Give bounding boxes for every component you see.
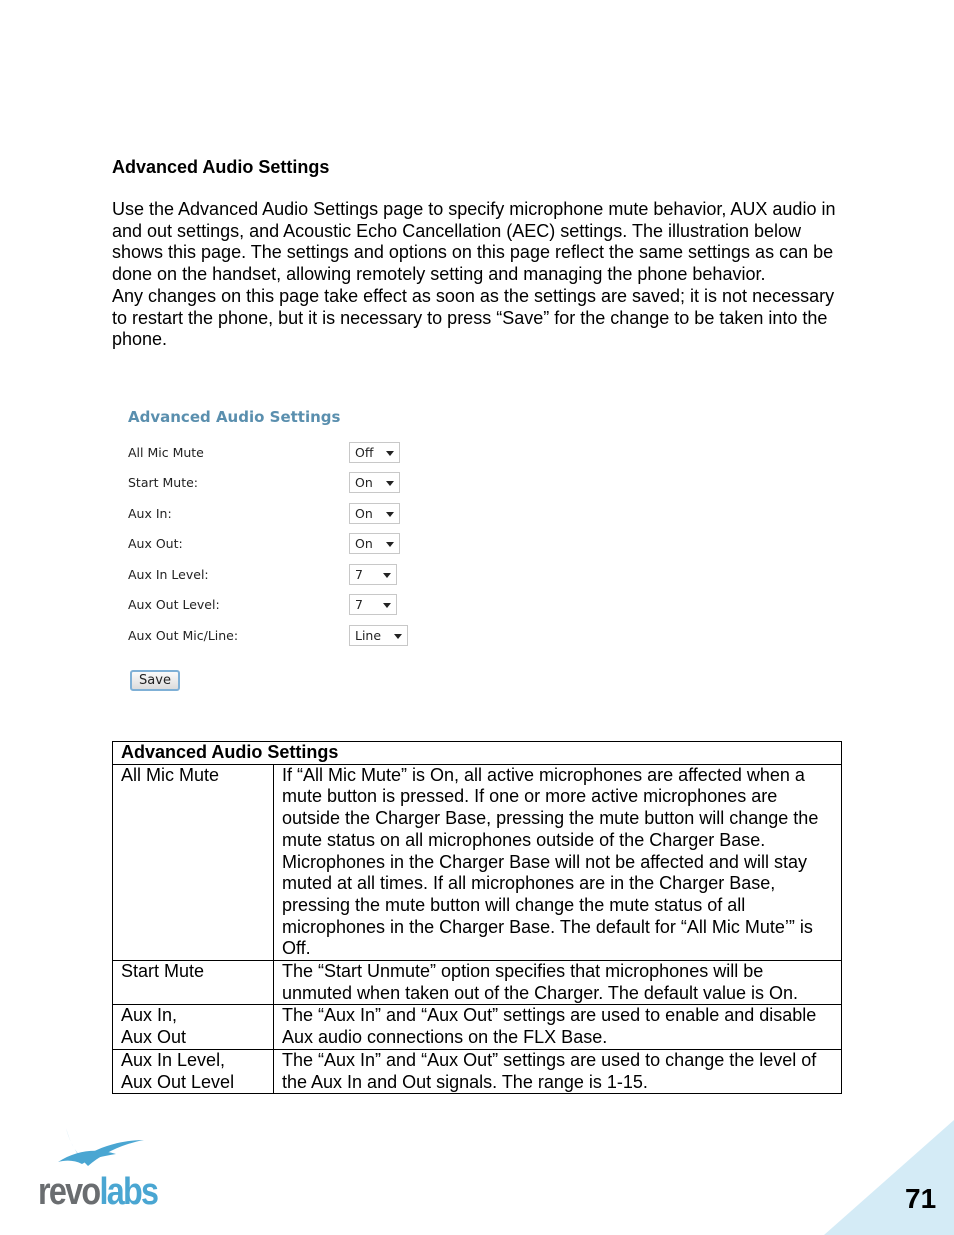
setting-description: The “Aux In” and “Aux Out” settings are used to change the level of the Aux In and Out signals. The range is 1-15.	[274, 1049, 842, 1093]
field-label: Aux In Level:	[128, 567, 209, 582]
intro-text	[112, 199, 842, 351]
table-header-row	[113, 742, 842, 765]
field-aux-out-mic-line	[128, 625, 428, 647]
field-start-mute	[128, 472, 428, 494]
setting-name: Aux In Level,	[121, 1049, 226, 1070]
chevron-down-icon	[394, 634, 402, 639]
field-aux-in	[128, 503, 428, 525]
aux-out-mic-line-select[interactable]	[349, 625, 408, 646]
select-value: On	[355, 475, 373, 490]
select-value: On	[355, 506, 373, 521]
settings-table	[112, 741, 842, 1094]
field-aux-out	[128, 533, 428, 555]
setting-description: The “Aux In” and “Aux Out” settings are used to enable and disable Aux audio connections on the FLX Base.	[274, 1005, 842, 1049]
select-value: On	[355, 536, 373, 551]
setting-name: Aux Out	[121, 1027, 187, 1048]
setting-description: If “All Mic Mute” is On, all active microphones are affected when a mute button is pressed. If one or more active microphones are outside the Charger Base, pressing the mute button will change the mute status on all microphones outside of the Charger Base. Microphones in the Charger Base will not be affected and will stay muted at all times. If all microphones are in the Charger Base, pressing the mute button will change the mute status of all microphones in the Charger Base. The default for “All Mic Mute’” is Off.	[274, 764, 842, 960]
field-label: Start Mute:	[128, 475, 199, 490]
table-row	[113, 1049, 842, 1093]
chevron-down-icon	[386, 542, 394, 547]
select-value: Off	[355, 445, 374, 460]
aux-in-select[interactable]	[349, 503, 400, 524]
chevron-down-icon	[383, 573, 391, 578]
setting-name: Start Mute	[121, 961, 205, 982]
chevron-down-icon	[386, 451, 394, 456]
setting-name-cell	[113, 1049, 274, 1093]
setting-name: Aux Out Level	[121, 1071, 235, 1092]
logo-text-revo: revo	[38, 1171, 100, 1213]
field-aux-in-level	[128, 564, 428, 586]
chevron-down-icon	[386, 512, 394, 517]
select-value: 7	[355, 567, 363, 582]
intro-paragraph-2: Any changes on this page take effect as soon as the settings are saved; it is not necessary to restart the phone, but it is necessary to press “Save” for the change to be taken into the phone.	[112, 285, 835, 350]
aux-out-level-select[interactable]	[349, 594, 397, 615]
aux-out-select[interactable]	[349, 533, 400, 554]
logo-text-labs: labs	[99, 1171, 158, 1213]
select-value: Line	[355, 628, 382, 643]
setting-name: All Mic Mute	[121, 764, 220, 785]
section-heading: Advanced Audio Settings	[112, 157, 330, 177]
intro-paragraph-1: Use the Advanced Audio Settings page to specify microphone mute behavior, AUX audio in and out settings, and Acoustic Echo Cancellation (AEC) settings. The illustration below shows this page. The settings and options on this page reflect the same settings as can be done on the handset, allowing remotely setting and managing the phone behavior.	[112, 199, 836, 285]
table-row	[113, 1005, 842, 1049]
setting-description: The “Start Unmute” option specifies that microphones will be unmuted when taken out of the Charger. The default value is On.	[274, 961, 842, 1005]
chevron-down-icon	[383, 603, 391, 608]
table-header: Advanced Audio Settings	[113, 742, 842, 765]
setting-name-cell	[113, 764, 274, 960]
field-label: Aux Out Level:	[128, 597, 220, 612]
table-row	[113, 764, 842, 960]
page-number: 71	[905, 1183, 937, 1214]
setting-name-cell	[113, 1005, 274, 1049]
field-all-mic-mute	[128, 442, 428, 464]
field-label: Aux In:	[128, 506, 172, 521]
revolabs-logo	[38, 1171, 157, 1214]
start-mute-select[interactable]	[349, 472, 400, 493]
screenshot-title: Advanced Audio Settings	[128, 408, 341, 426]
select-value: 7	[355, 597, 363, 612]
settings-screenshot	[126, 405, 426, 705]
save-button[interactable]: Save	[130, 670, 180, 691]
all-mic-mute-select[interactable]	[349, 442, 400, 463]
field-aux-out-level	[128, 594, 428, 616]
field-label: Aux Out Mic/Line:	[128, 628, 239, 643]
field-label: All Mic Mute	[128, 445, 204, 460]
aux-in-level-select[interactable]	[349, 564, 397, 585]
page-corner-decoration	[824, 1120, 954, 1235]
setting-name-cell	[113, 961, 274, 1005]
setting-name: Aux In,	[121, 1005, 178, 1026]
field-label: Aux Out:	[128, 536, 183, 551]
table-row	[113, 961, 842, 1005]
chevron-down-icon	[386, 481, 394, 486]
